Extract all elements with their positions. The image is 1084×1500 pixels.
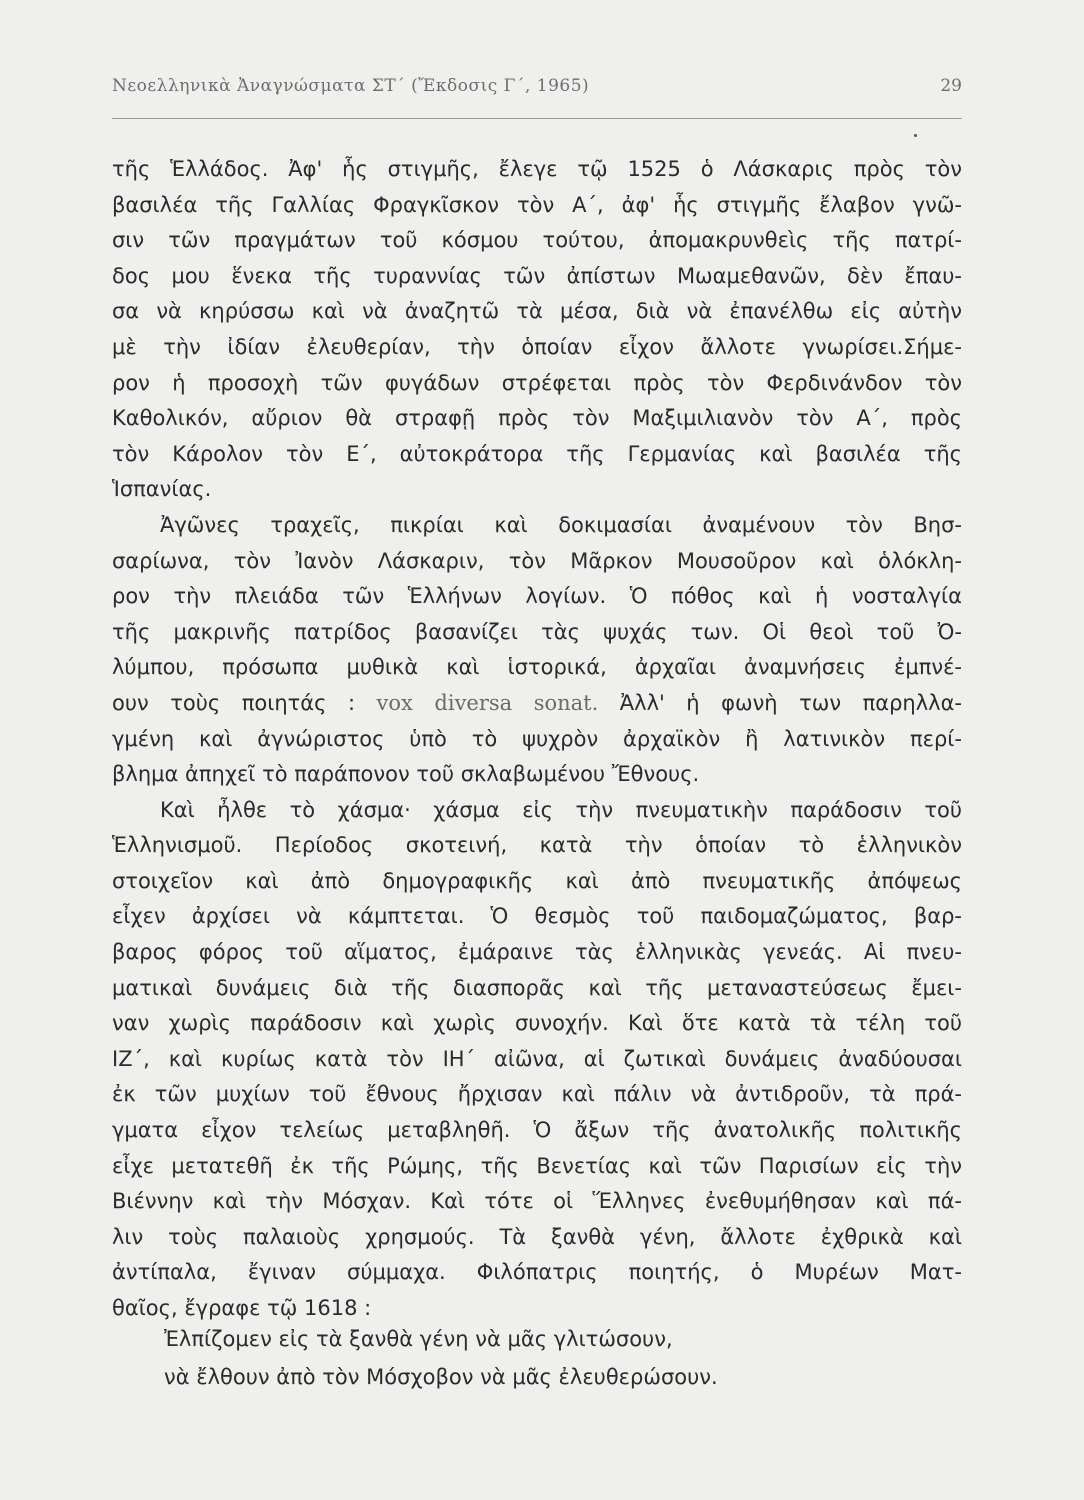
text-line: ναν χωρὶς παράδοσιν καὶ χωρὶς συνοχήν. Καὶ ὅτε κατὰ τὰ τέλη τοῦ	[112, 1011, 962, 1036]
text-line: γματα εἶχον τελείως μεταβληθῆ. Ὁ ἄξων τῆς ἀνατολικῆς πολιτικῆς	[112, 1118, 962, 1143]
paragraph	[112, 508, 962, 793]
text-line: τὸν Κάρολον τὸν Ε΄, αὐτοκράτορα τῆς Γερμανίας καὶ βασιλέα τῆς	[112, 441, 962, 466]
verse-quotation	[164, 1320, 884, 1396]
running-header	[112, 76, 962, 106]
text-line: Καθολικόν, αὔριον θὰ στραφῇ πρὸς τὸν Μαξιμιλιανὸν τὸν Α΄, πρὸς	[112, 406, 962, 431]
text-line: βαρος φόρος τοῦ αἵματος, ἐμάραινε τὰς ἑλληνικὰς γενεάς. Αἱ πνευ-	[112, 940, 962, 965]
body-text	[112, 152, 962, 1327]
verse-line: νὰ ἔλθουν ἀπὸ τὸν Μόσχοβον νὰ μᾶς ἐλευθερώσουν.	[164, 1365, 718, 1389]
paragraph	[112, 152, 962, 508]
verse-line: Ἐλπίζομεν εἰς τὰ ξανθὰ γένη νὰ μᾶς γλιτώσουν,	[164, 1327, 673, 1351]
text-line: λιν τοὺς παλαιοὺς χρησμούς. Τὰ ξανθὰ γένη, ἄλλοτε ἐχθρικὰ καὶ	[112, 1224, 962, 1249]
text-line: γμένη καὶ ἀγνώριστος ὑπὸ τὸ ψυχρὸν ἀρχαϊκὸν ἢ λατινικὸν περί-	[112, 726, 962, 751]
text-line: Ἑλληνισμοῦ. Περίοδος σκοτεινή, κατὰ τὴν ὁποίαν τὸ ἑλληνικὸν	[112, 833, 962, 858]
text-line: σιν τῶν πραγμάτων τοῦ κόσμου τούτου, ἀπομακρυνθεὶς τῆς πατρί-	[112, 228, 962, 253]
text-line: δος μου ἕνεκα τῆς τυραννίας τῶν ἀπίστων Μωαμεθανῶν, δὲν ἔπαυ-	[112, 263, 962, 288]
text-line: μὲ τὴν ἰδίαν ἐλευθερίαν, τὴν ὁποίαν εἶχον ἄλλοτε γνωρίσει.Σήμε-	[112, 334, 962, 359]
text-line: θαῖος, ἔγραφε τῷ 1618 :	[112, 1296, 372, 1320]
text-line: ἐκ τῶν μυχίων τοῦ ἔθνους ἤρχισαν καὶ πάλιν νὰ ἀντιδροῦν, τὰ πρά-	[112, 1082, 962, 1107]
scan-speck	[914, 134, 917, 137]
text-line: βασιλέα τῆς Γαλλίας Φραγκῖσκον τὸν Α΄, ἀφ' ἧς στιγμῆς ἔλαβον γνῶ-	[112, 192, 962, 217]
text-line: τῆς μακρινῆς πατρίδος βασανίζει τὰς ψυχάς των. Οἱ θεοὶ τοῦ Ὀ-	[112, 619, 962, 644]
text-line: εἶχεν ἀρχίσει νὰ κάμπτεται. Ὁ θεσμὸς τοῦ παιδομαζώματος, βαρ-	[112, 904, 962, 929]
text-line: εἶχε μετατεθῆ ἐκ τῆς Ρώμης, τῆς Βενετίας καὶ τῶν Παρισίων εἰς τὴν	[112, 1153, 962, 1178]
text-line: σα νὰ κηρύσσω καὶ νὰ ἀναζητῶ τὰ μέσα, διὰ νὰ ἐπανέλθω εἰς αὐτὴν	[112, 299, 962, 324]
text-line: λύμπου, πρόσωπα μυθικὰ καὶ ἱστορικά, ἀρχαῖαι ἀναμνήσεις ἐμπνέ-	[112, 655, 962, 680]
text-line: ρον τὴν πλειάδα τῶν Ἑλλήνων λογίων. Ὁ πόθος καὶ ἡ νοσταλγία	[112, 584, 962, 609]
text-line: ΙΖ΄, καὶ κυρίως κατὰ τὸν ΙΗ΄ αἰῶνα, αἱ ζωτικαὶ δυνάμεις ἀναδύουσαι	[112, 1046, 962, 1071]
text-line: τῆς Ἑλλάδος. Ἀφ' ἧς στιγμῆς, ἔλεγε τῷ 1525 ὁ Λάσκαρις πρὸς τὸν	[112, 157, 962, 181]
text-line: στοιχεῖον καὶ ἀπὸ δημογραφικῆς καὶ ἀπὸ πνευματικῆς ἀπόψεως	[112, 868, 962, 893]
text-line: βλημα ἀπηχεῖ τὸ παράπονον τοῦ σκλαβωμένου Ἔθνους.	[112, 762, 700, 787]
header-rule	[112, 118, 962, 119]
text-line: Ἀγῶνες τραχεῖς, πικρίαι καὶ δοκιμασίαι ἀναμένουν τὸν Βησ-	[160, 512, 962, 537]
page-number: 29	[940, 76, 962, 96]
paragraph	[112, 793, 962, 1327]
text-line: σαρίωνα, τὸν Ἰανὸν Λάσκαριν, τὸν Μᾶρκον Μουσοῦρον καὶ ὁλόκλη-	[112, 548, 962, 573]
text-line: ρον ἡ προσοχὴ τῶν φυγάδων στρέφεται πρὸς τὸν Φερδινάνδον τὸν	[112, 370, 962, 395]
running-title: Νεοελληνικὰ Ἀναγνώσματα ΣΤ΄ (Ἔκδοσις Γ΄, 1965)	[112, 76, 590, 96]
text-line: ουν τοὺς ποιητάς : vox diversa sonat. Ἀλλ' ἡ φωνὴ των παρηλλα-	[112, 690, 962, 715]
text-line: Καὶ ἦλθε τὸ χάσμα· χάσμα εἰς τὴν πνευματικὴν παράδοσιν τοῦ	[160, 797, 962, 822]
text-line: Βιέννην καὶ τὴν Μόσχαν. Καὶ τότε οἱ Ἕλληνες ἐνεθυμήθησαν καὶ πά-	[112, 1189, 962, 1214]
text-line: ἀντίπαλα, ἔγιναν σύμμαχα. Φιλόπατρις ποιητής, ὁ Μυρέων Ματ-	[112, 1260, 962, 1285]
text-line: ματικαὶ δυνάμεις διὰ τῆς διασπορᾶς καὶ τῆς μεταναστεύσεως ἔμει-	[112, 975, 962, 1000]
text-line: Ἱσπανίας.	[112, 477, 212, 502]
